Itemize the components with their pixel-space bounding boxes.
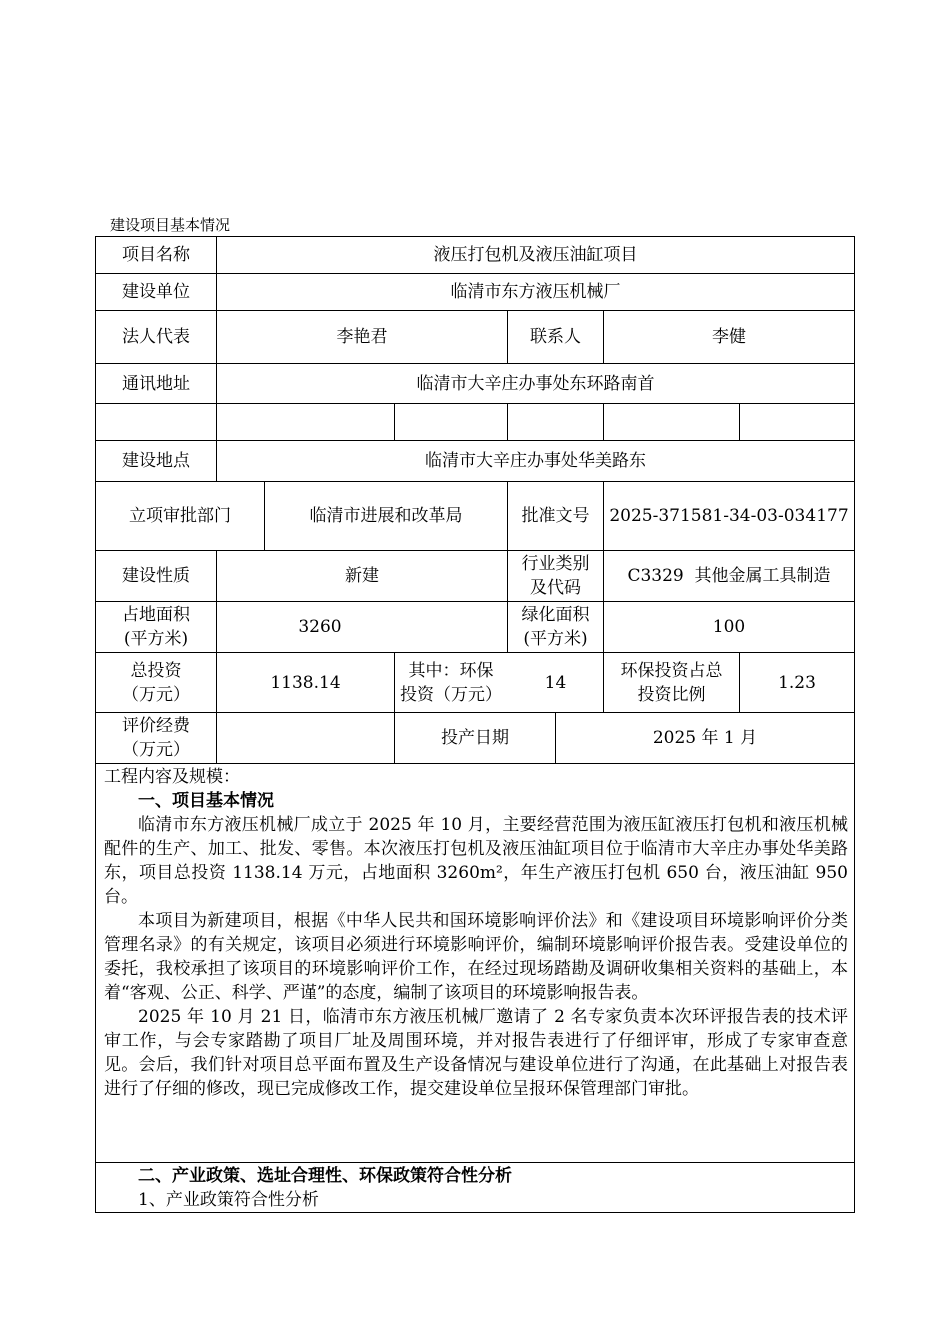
- industry-label-line1: 行业类别: [521, 554, 590, 574]
- address-label: 通讯地址: [122, 373, 190, 394]
- green-value: 100: [712, 617, 746, 637]
- legal-rep-value: 李艳君: [336, 327, 388, 347]
- builder-value: 临清市东方液压机械厂: [450, 282, 621, 302]
- approval-dept-value: 临清市进展和改革局: [309, 506, 463, 526]
- area-value: 3260: [298, 617, 342, 637]
- eval-fee-label-line2: （万元）: [122, 740, 190, 760]
- industry-value: C3329 其他金属工具制造: [627, 566, 831, 586]
- env-invest-label-line2: 投资（万元）: [400, 684, 502, 705]
- col-divider: [394, 403, 395, 440]
- nature-value: 新建: [345, 566, 379, 586]
- env-invest-label: [395, 653, 507, 712]
- env-ratio-label: [604, 653, 739, 712]
- industry-label-line2: 及代码: [530, 578, 581, 598]
- legal-rep-label: 法人代表: [122, 327, 190, 347]
- project-name-label: 项目名称: [122, 245, 190, 265]
- area-label-line2: (平方米): [123, 629, 189, 649]
- site-label: 建设地点: [122, 451, 190, 471]
- row-divider: [95, 1162, 855, 1163]
- nature-label: 建设性质: [122, 566, 190, 586]
- env-invest-label-line1: 其中：环保: [408, 660, 494, 681]
- section-1-heading: 一、项目基本情况: [138, 791, 274, 811]
- invest-label-line2: （万元）: [122, 684, 190, 705]
- contact-value: 李健: [712, 327, 746, 347]
- table-caption: 建设项目基本情况: [110, 216, 231, 234]
- section-2: [104, 1164, 848, 1212]
- start-date-value: 2025 年 1 月: [652, 728, 758, 748]
- approval-no-value: 2025-371581-34-03-034177: [609, 506, 849, 526]
- scale-content: [104, 765, 848, 1101]
- invest-label-line1: 总投资: [130, 660, 182, 681]
- address-value: 临清市大辛庄办事处东环路南首: [416, 373, 655, 394]
- col-divider: [507, 403, 508, 440]
- eval-fee-label-line1: 评价经费: [122, 716, 190, 736]
- invest-value: 1138.14: [270, 672, 341, 693]
- invest-label: [96, 653, 216, 712]
- section-2-heading: 二、产业政策、选址合理性、环保政策符合性分析: [138, 1166, 512, 1186]
- green-label-line2: (平方米): [523, 629, 588, 649]
- eval-fee-label: [96, 713, 216, 763]
- paragraph-2: 本项目为新建项目，根据《中华人民共和国环境影响评价法》和《建设项目环境影响评价分类管理名录》的有关规定，该项目必须进行环境影响评价，编制环境影响评价报告表。受建设单位的委托，我校承担了该项目的环境影响评价工作，在经过现场踏勘及调研收集相关资料的基础上，本着“客观、公正、科学、严谨”的态度，编制了该项目的环境影响报告表。: [104, 911, 848, 1003]
- env-ratio-label-line1: 环保投资占总: [620, 660, 723, 681]
- approval-dept-label: 立项审批部门: [129, 506, 231, 526]
- project-name-value: 液压打包机及液压油缸项目: [433, 245, 638, 265]
- green-label-line1: 绿化面积: [521, 605, 590, 625]
- row-divider: [95, 763, 855, 764]
- builder-label: 建设单位: [122, 282, 190, 302]
- green-label: [508, 602, 603, 652]
- env-invest-value: 14: [544, 672, 567, 693]
- section-2-subheading: 1、产业政策符合性分析: [138, 1190, 319, 1210]
- approval-no-label: 批准文号: [521, 506, 590, 526]
- eval-fee-value: [217, 713, 394, 763]
- area-label-line1: 占地面积: [122, 605, 190, 625]
- contact-label: 联系人: [530, 327, 581, 347]
- env-ratio-value: 1.23: [778, 672, 816, 693]
- scale-title: 工程内容及规模：: [104, 767, 240, 787]
- site-value: 临清市大辛庄办事处华美路东: [425, 451, 646, 471]
- env-ratio-label-line2: 投资比例: [637, 684, 706, 705]
- area-label: [96, 602, 216, 652]
- start-date-label: 投产日期: [441, 728, 509, 748]
- col-divider: [603, 403, 604, 440]
- row-divider: [95, 403, 855, 404]
- col-divider: [739, 403, 740, 440]
- paragraph-3: 2025 年 10 月 21 日，临清市东方液压机械厂邀请了 2 名专家负责本次环评报告表的技术评审工作，与会专家踏勘了项目厂址及周围环境，并对报告表进行了仔细评审，形成了专家审查意见。会后，我们针对项目总平面布置及生产设备情况与建设单位进行了沟通，在此基础上对报告表进行了仔细的修改，现已完成修改工作，提交建设单位呈报环保管理部门审批。: [104, 1007, 848, 1099]
- industry-label: [508, 551, 603, 601]
- paragraph-1: 临清市东方液压机械厂成立于 2025 年 10 月，主要经营范围为液压缸液压打包机和液压机械配件的生产、加工、批发、零售。本次液压打包机及液压油缸项目位于临清市大辛庄办事处华美路东，项目总投资 1138.14 万元，占地面积 3260m²，年生产液压打包机 650 台，液压油缸 950 台。: [104, 815, 848, 907]
